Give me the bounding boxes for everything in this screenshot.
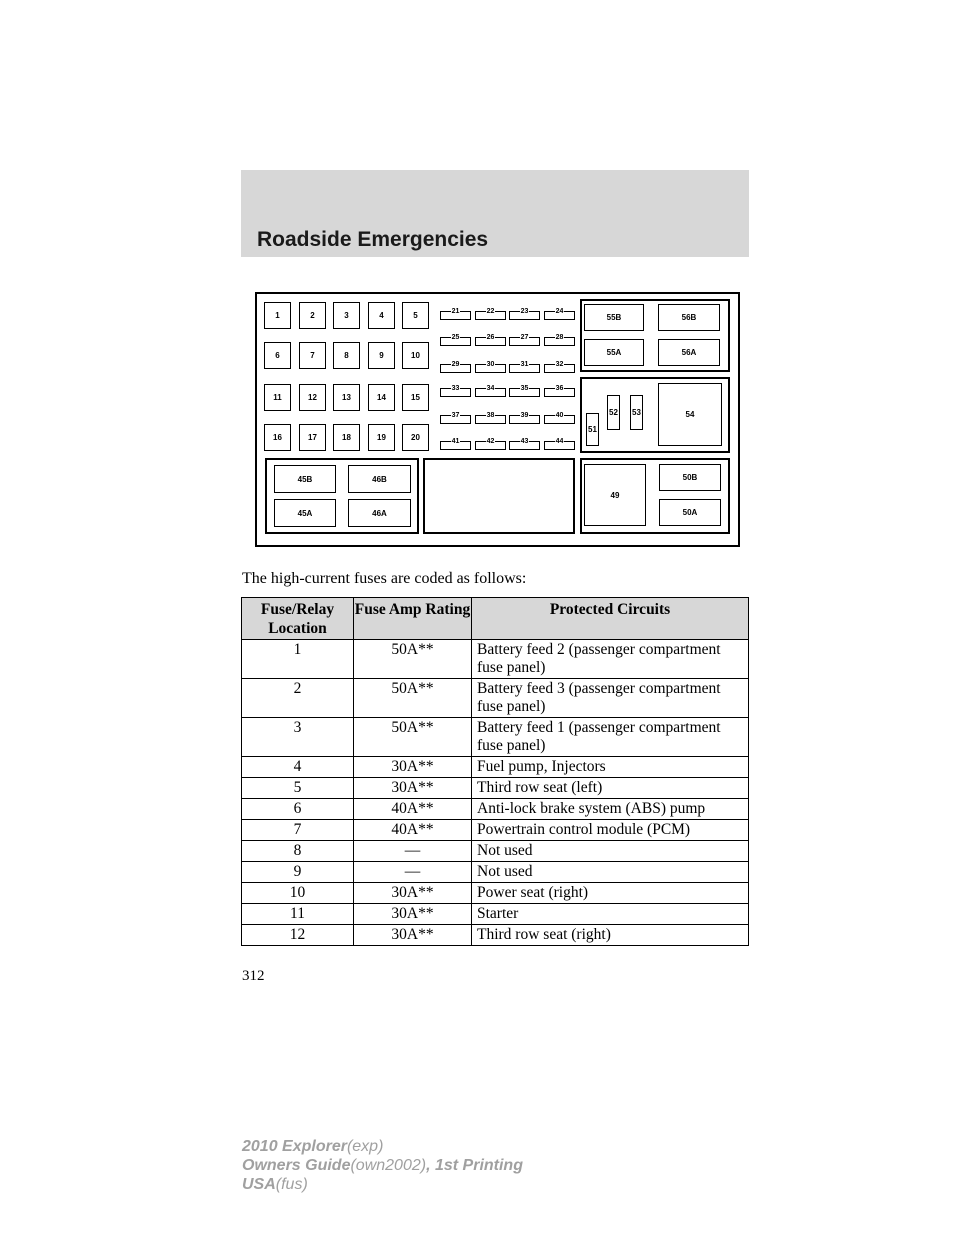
mini-fuse-label: 33 (451, 385, 460, 392)
mini-fuse-30 (475, 361, 506, 373)
relay-52: 52 (607, 395, 620, 430)
cell-amp-rating: 40A** (354, 820, 472, 841)
fuse-7: 7 (299, 342, 326, 369)
cell-amp-rating: 50A** (354, 718, 472, 757)
footer-model: 2010 Explorer (242, 1138, 347, 1155)
fuse-18: 18 (333, 424, 360, 451)
mini-fuse-32 (544, 361, 575, 373)
cell-amp-rating: 40A** (354, 799, 472, 820)
mini-fuse-label: 35 (520, 385, 529, 392)
mini-fuse-label: 36 (555, 385, 564, 392)
fuse-table (241, 597, 749, 946)
table-row (242, 841, 749, 862)
cell-amp-rating: 30A** (354, 778, 472, 799)
relay-50a: 50A (659, 499, 721, 526)
mini-fuse-34 (475, 385, 506, 397)
fuse-20: 20 (402, 424, 429, 451)
footer-line-1 (242, 1137, 523, 1156)
fuse-box-diagram (255, 292, 740, 547)
cell-amp-rating: 50A** (354, 640, 472, 679)
table-row (242, 679, 749, 718)
mini-fuse-label: 43 (520, 438, 529, 445)
mini-fuse-label: 27 (520, 334, 529, 341)
relay-45a: 45A (274, 499, 336, 527)
mini-fuse-label: 23 (520, 308, 529, 315)
mini-fuse-27 (509, 334, 540, 346)
mini-fuse-40 (544, 412, 575, 424)
cell-amp-rating: — (354, 841, 472, 862)
table-header-row (242, 598, 749, 640)
cell-protected-circuit: Powertrain control module (PCM) (472, 820, 749, 841)
table-row (242, 778, 749, 799)
mini-fuse-28 (544, 334, 575, 346)
mini-fuse-label: 38 (486, 412, 495, 419)
mini-fuse-23 (509, 308, 540, 320)
mini-fuse-31 (509, 361, 540, 373)
cell-protected-circuit: Battery feed 1 (passenger compartment fuse panel) (472, 718, 749, 757)
cell-protected-circuit: Starter (472, 904, 749, 925)
mini-fuse-label: 30 (486, 361, 495, 368)
intro-text: The high-current fuses are coded as follows: (242, 570, 527, 587)
section-header-band (241, 170, 749, 257)
mini-fuse-label: 37 (451, 412, 460, 419)
fuse-9: 9 (368, 342, 395, 369)
footer-model-code: (exp) (346, 1138, 384, 1155)
footer (242, 1137, 523, 1194)
cell-location: 1 (242, 640, 354, 679)
mini-fuse-26 (475, 334, 506, 346)
cell-protected-circuit: Third row seat (right) (472, 925, 749, 946)
fuse-1: 1 (264, 302, 291, 329)
footer-guide: Owners Guide (242, 1157, 351, 1174)
fuse-5: 5 (402, 302, 429, 329)
header-location: Fuse/Relay Location (242, 598, 354, 640)
cell-location: 9 (242, 862, 354, 883)
cell-amp-rating: 30A** (354, 925, 472, 946)
cell-amp-rating: 30A** (354, 883, 472, 904)
table-row (242, 718, 749, 757)
mini-fuse-label: 25 (451, 334, 460, 341)
table-row (242, 904, 749, 925)
header-amp-rating: Fuse Amp Rating (354, 598, 472, 640)
cell-protected-circuit: Battery feed 3 (passenger compartment fuse panel) (472, 679, 749, 718)
mini-fuse-label: 41 (451, 438, 460, 445)
mini-fuse-label: 42 (486, 438, 495, 445)
relay-46b: 46B (348, 465, 411, 493)
cell-location: 8 (242, 841, 354, 862)
mini-fuse-label: 22 (486, 308, 495, 315)
relay-56a: 56A (658, 339, 720, 366)
cell-amp-rating: 30A** (354, 757, 472, 778)
cell-protected-circuit: Third row seat (left) (472, 778, 749, 799)
table-row (242, 820, 749, 841)
mini-fuse-label: 24 (555, 308, 564, 315)
cell-location: 10 (242, 883, 354, 904)
fuse-4: 4 (368, 302, 395, 329)
cell-amp-rating: 50A** (354, 679, 472, 718)
fuse-16: 16 (264, 424, 291, 451)
fuse-10: 10 (402, 342, 429, 369)
cell-location: 6 (242, 799, 354, 820)
fuse-6: 6 (264, 342, 291, 369)
cell-protected-circuit: Anti-lock brake system (ABS) pump (472, 799, 749, 820)
page-number: 312 (242, 968, 265, 984)
cell-protected-circuit: Battery feed 2 (passenger compartment fuse panel) (472, 640, 749, 679)
fuse-3: 3 (333, 302, 360, 329)
mini-fuse-35 (509, 385, 540, 397)
cell-protected-circuit: Power seat (right) (472, 883, 749, 904)
cell-location: 11 (242, 904, 354, 925)
table-row (242, 640, 749, 679)
mini-fuse-label: 28 (555, 334, 564, 341)
relay-55b: 55B (584, 304, 644, 331)
mini-fuse-29 (440, 361, 471, 373)
mini-fuse-22 (475, 308, 506, 320)
fuse-14: 14 (368, 384, 395, 411)
cell-protected-circuit: Fuel pump, Injectors (472, 757, 749, 778)
mini-fuse-24 (544, 308, 575, 320)
mini-fuse-label: 21 (451, 308, 460, 315)
footer-guide-code: (own2002) (350, 1157, 427, 1174)
mini-fuse-label: 39 (520, 412, 529, 419)
table-row (242, 925, 749, 946)
mini-fuse-36 (544, 385, 575, 397)
table-row (242, 883, 749, 904)
relay-50b: 50B (659, 464, 721, 491)
mini-fuse-label: 40 (555, 412, 564, 419)
footer-region: USA (242, 1176, 276, 1193)
fuse-19: 19 (368, 424, 395, 451)
relay-56b: 56B (658, 304, 720, 331)
empty-compartment (423, 458, 575, 534)
header-protected-circuits: Protected Circuits (472, 598, 749, 640)
relay-45b: 45B (274, 465, 336, 493)
cell-protected-circuit: Not used (472, 862, 749, 883)
mini-fuse-25 (440, 334, 471, 346)
cell-location: 3 (242, 718, 354, 757)
fuse-2: 2 (299, 302, 326, 329)
cell-location: 4 (242, 757, 354, 778)
relay-55a: 55A (584, 339, 644, 366)
relay-54: 54 (658, 383, 722, 446)
cell-amp-rating: 30A** (354, 904, 472, 925)
footer-region-code: (fus) (275, 1176, 308, 1193)
fuse-12: 12 (299, 384, 326, 411)
mini-fuse-label: 31 (520, 361, 529, 368)
relay-49: 49 (584, 464, 646, 526)
cell-protected-circuit: Not used (472, 841, 749, 862)
mini-fuse-42 (475, 438, 506, 450)
mini-fuse-38 (475, 412, 506, 424)
fuse-11: 11 (264, 384, 291, 411)
mini-fuse-label: 44 (555, 438, 564, 445)
cell-location: 2 (242, 679, 354, 718)
cell-location: 5 (242, 778, 354, 799)
mini-fuse-39 (509, 412, 540, 424)
relay-46a: 46A (348, 499, 411, 527)
cell-location: 7 (242, 820, 354, 841)
table-row (242, 757, 749, 778)
footer-line-3 (242, 1175, 523, 1194)
section-title: Roadside Emergencies (257, 228, 489, 251)
cell-amp-rating: — (354, 862, 472, 883)
fuse-8: 8 (333, 342, 360, 369)
mini-fuse-41 (440, 438, 471, 450)
relay-51: 51 (586, 413, 599, 446)
mini-fuse-44 (544, 438, 575, 450)
footer-line-2 (242, 1156, 523, 1175)
fuse-17: 17 (299, 424, 326, 451)
mini-fuse-label: 29 (451, 361, 460, 368)
fuse-15: 15 (402, 384, 429, 411)
table-row (242, 862, 749, 883)
mini-fuse-43 (509, 438, 540, 450)
mini-fuse-21 (440, 308, 471, 320)
relay-53: 53 (630, 395, 643, 430)
mini-fuse-label: 34 (486, 385, 495, 392)
mini-fuse-label: 26 (486, 334, 495, 341)
mini-fuse-label: 32 (555, 361, 564, 368)
footer-printing: , 1st Printing (426, 1157, 523, 1174)
table-row (242, 799, 749, 820)
fuse-13: 13 (333, 384, 360, 411)
cell-location: 12 (242, 925, 354, 946)
mini-fuse-33 (440, 385, 471, 397)
mini-fuse-37 (440, 412, 471, 424)
